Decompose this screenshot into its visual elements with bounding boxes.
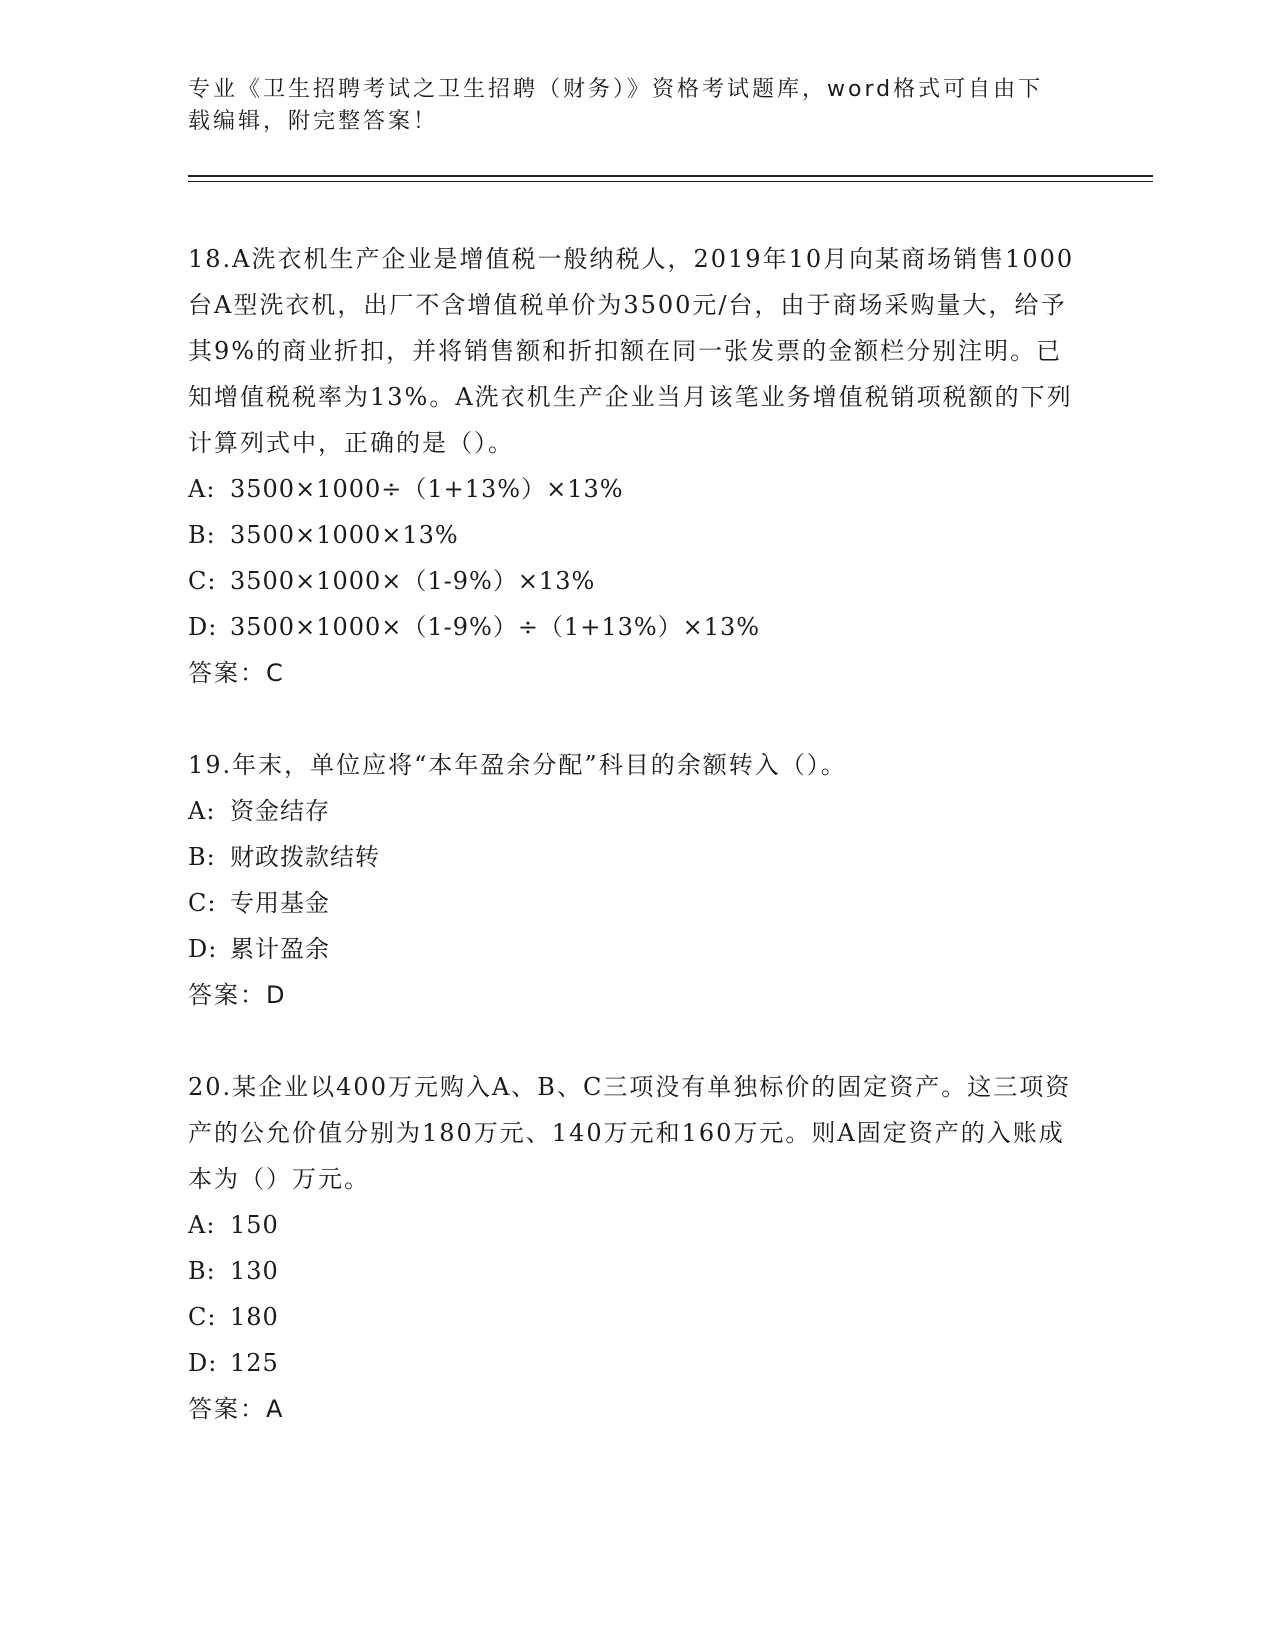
question-stem: 20.某企业以400万元购入A、B、C三项没有单独标价的固定资产。这三项资产的公允价值分别为180万元、140万元和160万元。则A固定资产的入账成本为（）万元。 (188, 1073, 1072, 1193)
answer-line: 答案：C (188, 659, 285, 687)
question-stem: 19.年末，单位应将“本年盈余分配”科目的余额转入（）。 (188, 751, 847, 779)
option-text: 150 (230, 1211, 279, 1239)
option-label: D: (188, 1349, 218, 1377)
option-label: A: (188, 797, 216, 825)
option-text: 180 (230, 1303, 279, 1331)
document-header: 专业《卫生招聘考试之卫生招聘（财务）》资格考试题库，word格式可自由下载编辑，附完整答案！ (188, 77, 1044, 134)
option-text: 3500×1000×（1-9%）÷（1+13%）×13% (230, 613, 761, 641)
question-18 (188, 236, 1088, 696)
option-text: 资金结存 (230, 797, 330, 825)
option-label: C: (188, 1303, 217, 1331)
question-gap (188, 1018, 1088, 1064)
option-b (188, 834, 1088, 880)
header-divider-thick (188, 175, 1153, 177)
question-gap (188, 696, 1088, 742)
option-label: B: (188, 521, 216, 549)
option-text: 累计盈余 (230, 935, 330, 963)
option-label: D: (188, 935, 218, 963)
option-b (188, 1248, 1088, 1294)
option-label: A: (188, 1211, 216, 1239)
option-label: D: (188, 613, 218, 641)
option-d (188, 926, 1088, 972)
option-label: C: (188, 889, 217, 917)
option-text: 专用基金 (230, 889, 330, 917)
option-d (188, 1340, 1088, 1386)
option-label: B: (188, 1257, 216, 1285)
option-a (188, 1202, 1088, 1248)
question-20 (188, 1064, 1088, 1432)
option-label: C: (188, 567, 217, 595)
header-divider-thin (188, 181, 1153, 182)
option-text: 3500×1000×13% (230, 521, 459, 549)
option-b (188, 512, 1088, 558)
option-text: 财政拨款结转 (230, 843, 380, 871)
option-a (188, 466, 1088, 512)
option-c (188, 1294, 1088, 1340)
question-stem: 18.A洗衣机生产企业是增值税一般纳税人，2019年10月向某商场销售1000台A型洗衣机，出厂不含增值税单价为3500元/台，由于商场采购量大，给予其9%的商业折扣，并将销售额和折扣额在同一张发票的金额栏分别注明。已知增值税税率为13%。A洗衣机生产企业当月该笔业务增值税销项税额的下列计算列式中，正确的是（）。 (188, 245, 1075, 457)
option-label: B: (188, 843, 216, 871)
option-text: 130 (230, 1257, 279, 1285)
answer-line: 答案：A (188, 1395, 285, 1423)
option-label: A: (188, 475, 216, 503)
question-19 (188, 742, 1088, 1018)
option-a (188, 788, 1088, 834)
answer-line: 答案：D (188, 981, 287, 1009)
option-c (188, 558, 1088, 604)
option-text: 125 (230, 1349, 279, 1377)
option-d (188, 604, 1088, 650)
option-c (188, 880, 1088, 926)
question-list (188, 236, 1088, 1432)
option-text: 3500×1000÷（1+13%）×13% (230, 475, 624, 503)
option-text: 3500×1000×（1-9%）×13% (230, 567, 596, 595)
